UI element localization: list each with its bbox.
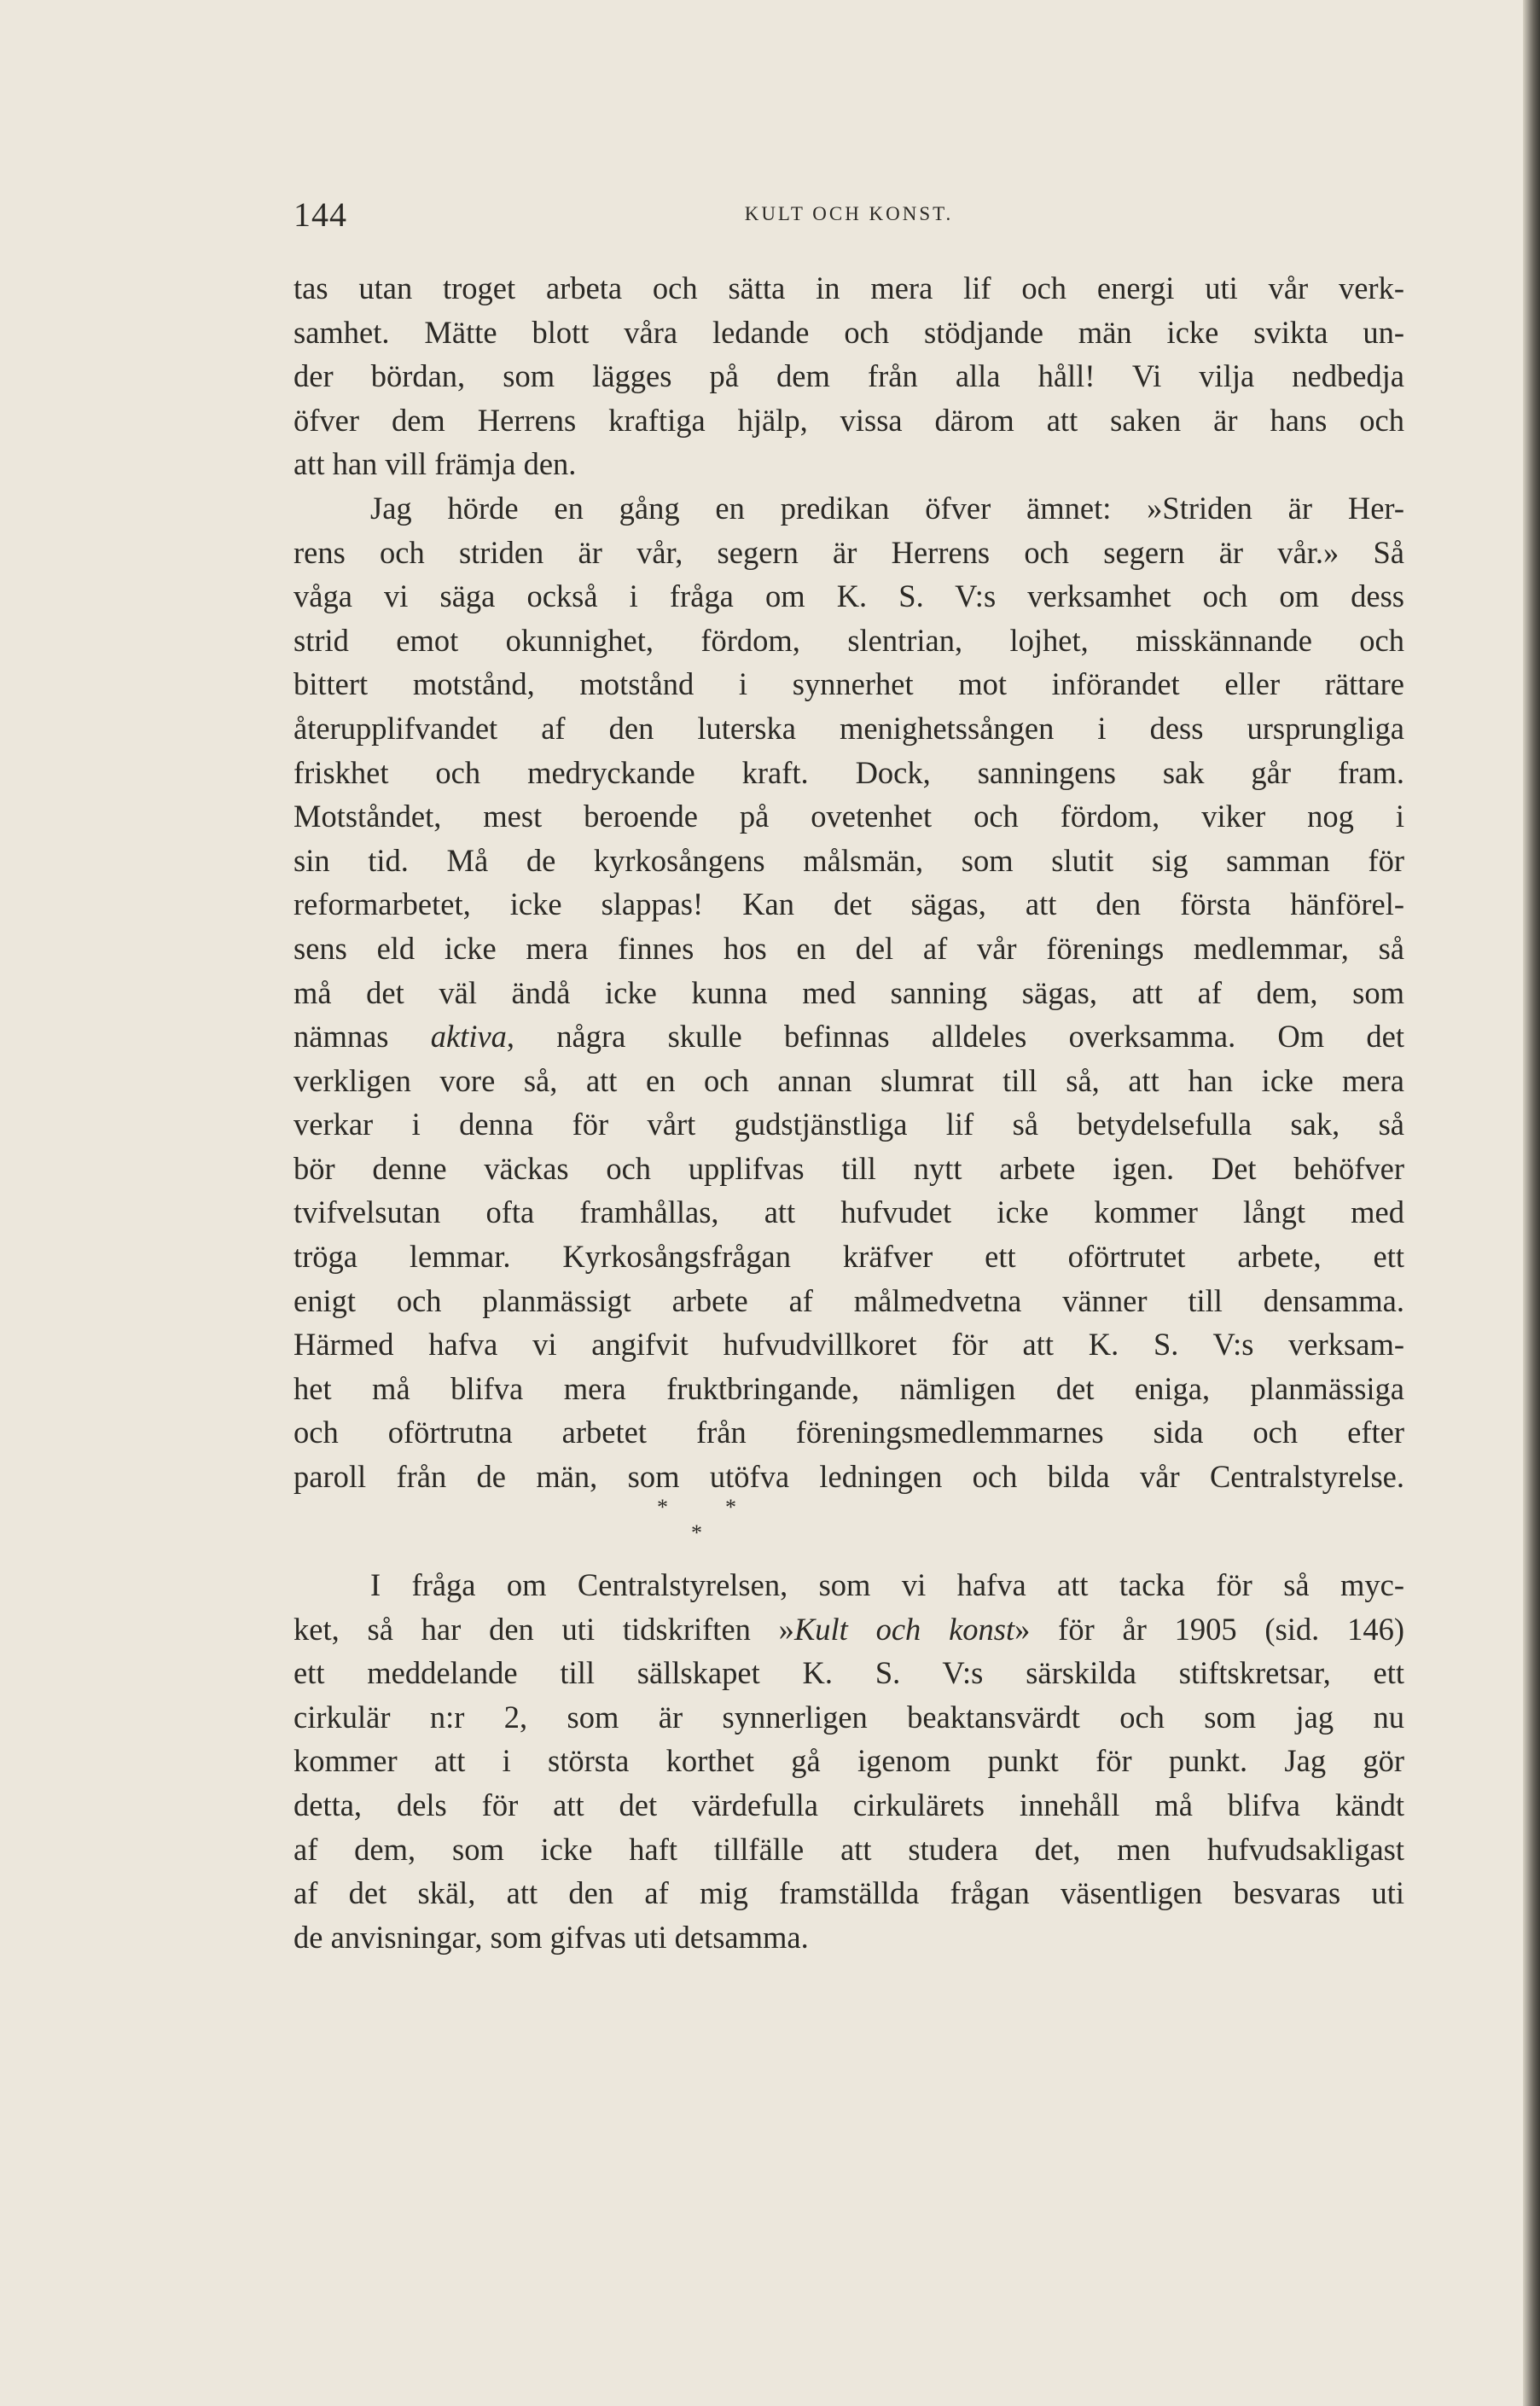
text-line: friskhet och medryckande kraft. Dock, sanningens sak går fram. (293, 754, 1404, 790)
page-number: 144 (293, 195, 347, 234)
text-line: tröga lemmar. Kyrkosångsfrågan kräfver ett oförtrutet arbete, ett (293, 1239, 1404, 1275)
text-line: het må blifva mera fruktbringande, nämligen det eniga, planmässiga (293, 1370, 1404, 1406)
section-break-asterism (657, 1495, 759, 1546)
text-line (293, 1607, 1404, 1652)
text-line: bör denne väckas och upplifvas till nytt arbete igen. Det behöfver (293, 1150, 1404, 1186)
text-line: I fråga om Centralstyrelsen, som vi hafva att tacka för så myc- (370, 1567, 1404, 1602)
text-line: rens och striden är vår, segern är Herrens och segern är vår.» Så (293, 534, 1404, 570)
text-line: tas utan troget arbeta och sätta in mera lif och energi uti vår verk- (293, 270, 1404, 305)
text-line: enigt och planmässigt arbete af målmedvetna vänner till densamma. (293, 1282, 1404, 1318)
text-fragment: , några skulle befinnas alldeles overksamma. Om det (506, 1019, 1404, 1055)
main-text-block (293, 266, 1404, 1499)
text-line: tvifvelsutan ofta framhållas, att hufvudet icke kommer långt med (293, 1194, 1404, 1230)
text-line: återupplifvandet af den luterska menighetssången i dess ursprungliga (293, 710, 1404, 746)
page-header (293, 195, 1404, 246)
text-line: Motståndet, mest beroende på ovetenhet och fördom, viker nog i (293, 799, 1404, 834)
page-edge-shadow (1523, 0, 1540, 2406)
asterisk: * (657, 1495, 668, 1520)
text-fragment: » för år 1905 (sid. 146) (1014, 1611, 1404, 1647)
text-line: reformarbetet, icke slappas! Kan det sägas, att den första hänförel- (293, 886, 1404, 922)
text-line: de anvisningar, som gifvas uti detsamma. (293, 1919, 809, 1955)
text-line: Härmed hafva vi angifvit hufvudvillkoret för att K. S. V:s verksam- (293, 1327, 1404, 1363)
text-fragment: nämnas (293, 1019, 431, 1055)
emphasized-word: aktiva (430, 1019, 507, 1055)
text-line: paroll från de män, som utöfva ledningen och bilda vår Centralstyrelse. (293, 1459, 1404, 1495)
second-text-block (293, 1563, 1404, 1959)
text-line: verkligen vore så, att en och annan slumrat till så, att han icke mera (293, 1062, 1404, 1098)
text-line: må det väl ändå icke kunna med sanning sägas, att af dem, som (293, 974, 1404, 1010)
text-line: bittert motstånd, motstånd i synnerhet mot införandet eller rättare (293, 666, 1404, 702)
text-line: verkar i denna för vårt gudstjänstliga lif så betydelsefulla sak, så (293, 1107, 1404, 1142)
text-line: sin tid. Må de kyrkosångens målsmän, som slutit sig samman för (293, 842, 1404, 878)
asterisk: * (691, 1520, 702, 1545)
text-line: och oförtrutna arbetet från föreningsmedlemmarnes sida och efter (293, 1415, 1404, 1450)
asterisk: * (725, 1495, 736, 1520)
text-line: samhet. Mätte blott våra ledande och stödjande män icke svikta un- (293, 314, 1404, 350)
text-line: Jag hörde en gång en predikan öfver ämnet: »Striden är Her- (370, 490, 1404, 526)
text-line: der bördan, som lägges på dem från alla håll! Vi vilja nedbedja (293, 358, 1404, 394)
text-line: kommer att i största korthet gå igenom punkt för punkt. Jag gör (293, 1743, 1404, 1779)
text-line: våga vi säga också i fråga om K. S. V:s verksamhet och om dess (293, 578, 1404, 614)
text-line: detta, dels för att det värdefulla cirkulärets innehåll må blifva kändt (293, 1787, 1404, 1822)
text-line: sens eld icke mera finnes hos en del af vår förenings medlemmar, så (293, 930, 1404, 966)
text-line: strid emot okunnighet, fördom, slentrian, lojhet, misskännande och (293, 622, 1404, 658)
text-line: af det skäl, att den af mig framställda frågan väsentligen besvaras uti (293, 1875, 1404, 1911)
running-title: KULT OCH KONST. (744, 203, 954, 224)
text-line: af dem, som icke haft tillfälle att studera det, men hufvudsakligast (293, 1831, 1404, 1867)
text-fragment: ket, så har den uti tidskriften » (293, 1611, 794, 1647)
text-line: ett meddelande till sällskapet K. S. V:s särskilda stiftskretsar, ett (293, 1655, 1404, 1691)
journal-title: Kult och konst (793, 1611, 1015, 1647)
text-line: cirkulär n:r 2, som är synnerligen beaktansvärdt och som jag nu (293, 1699, 1404, 1735)
text-line (293, 1014, 1404, 1059)
text-line: öfver dem Herrens kraftiga hjälp, vissa därom att saken är hans och (293, 402, 1404, 438)
text-line: att han vill främja den. (293, 446, 577, 482)
